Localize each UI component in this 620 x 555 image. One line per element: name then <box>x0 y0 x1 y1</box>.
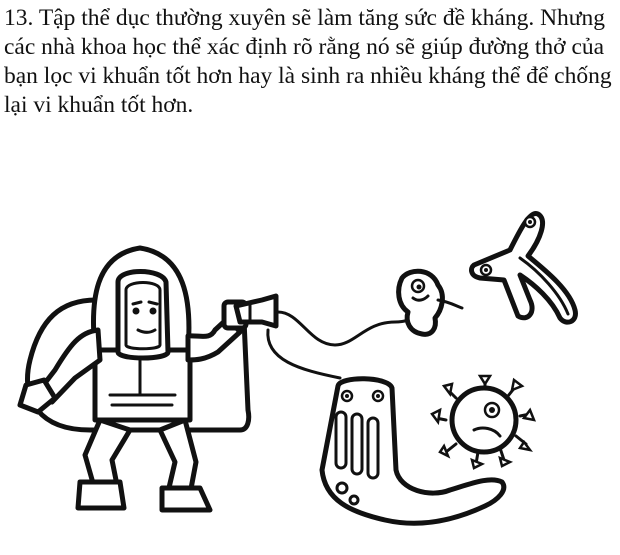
spray-line-lower <box>268 330 340 378</box>
caption-text: 13. Tập thể dục thường xuyên sẽ làm tăng sức đề kháng. Nhưng các nhà khoa học thể xác định rõ rằng nó sẽ giúp đường thở của bạn lọc vi khuẩn tốt hơn hay là sinh ra nhiều kháng thể để chống lại vi khuẩn tốt hơn. <box>4 5 612 118</box>
germ-blob <box>399 271 462 334</box>
germ-virus <box>432 376 534 468</box>
germ-boomerang <box>472 213 576 322</box>
cartoon-illustration <box>0 190 620 555</box>
hazmat-figure <box>20 248 276 510</box>
